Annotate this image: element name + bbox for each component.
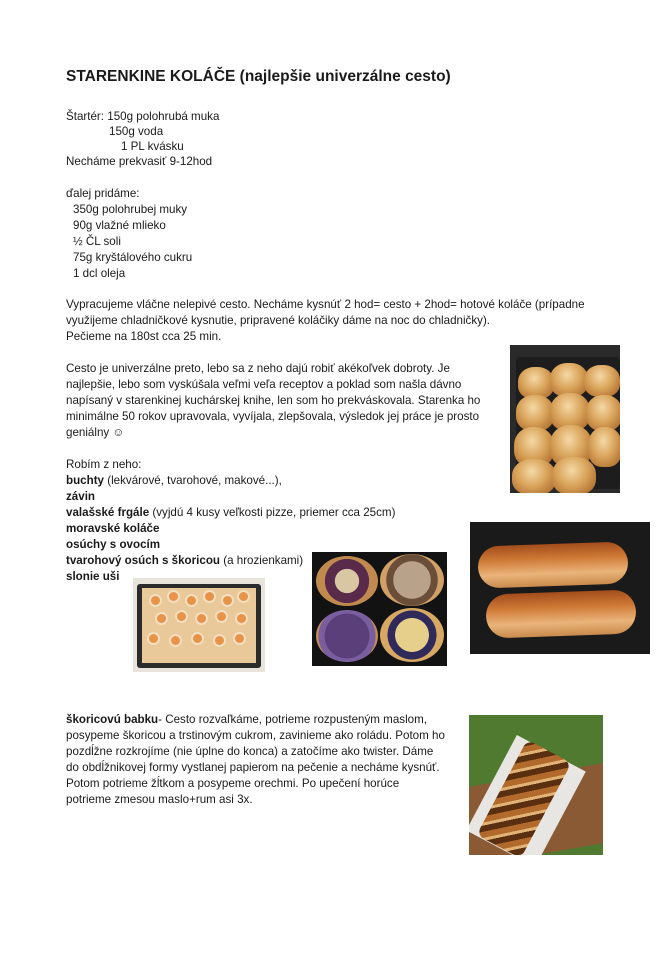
title-subtitle: (najlepšie univerzálne cesto)	[239, 68, 451, 85]
babka-photo	[469, 715, 603, 855]
fruit-topping	[151, 596, 160, 605]
bun	[588, 427, 620, 467]
page-title	[66, 68, 451, 86]
bun	[516, 395, 554, 431]
fruit-topping	[169, 592, 178, 601]
make-item-title: slonie uši	[66, 570, 120, 583]
make-item-note: (lekvárové, tvarohové, makové...),	[104, 474, 282, 487]
fruit-topping	[215, 636, 224, 645]
pie	[316, 556, 378, 606]
make-item-note: (vyjdú 4 kusy veľkosti pizze, priemer cca 25cm)	[149, 506, 396, 519]
babka-title: škoricovú babku	[66, 713, 159, 726]
add-item: 75g kryštálového cukru	[73, 251, 193, 264]
tray-cake-photo	[133, 578, 265, 672]
make-item	[66, 521, 159, 537]
bun	[584, 365, 620, 397]
rolls-photo	[470, 522, 650, 654]
universal-line: minimálne 50 rokov upravovala, vyvíjala, zlepšovala, výsledok jej práce je prosto	[66, 410, 480, 423]
pie	[380, 608, 444, 662]
process-line: využijeme chladničkové kysnutie, pripravené koláčiky dáme na noc do chladničky).	[66, 314, 491, 327]
add-item: 90g vlažné mlieko	[73, 219, 166, 232]
fruit-topping	[237, 614, 246, 623]
pie	[316, 610, 378, 662]
make-item	[66, 553, 303, 569]
process-line: Vypracujeme vláčne nelepivé cesto. Necháme kysnúť 2 hod= cesto + 2hod= hotové koláče (prípadne	[66, 298, 585, 311]
babka-line: pozdĺžne rozkrojíme (nie úplne do konca) a zatočíme ako twister. Dáme	[66, 745, 434, 758]
frgale-photo	[312, 552, 447, 666]
roll	[485, 589, 636, 638]
fruit-topping	[149, 634, 158, 643]
make-item	[66, 473, 282, 489]
starter-item: 150g polohrubá muka	[107, 110, 220, 123]
add-item: 350g polohrubej muky	[73, 203, 188, 216]
pie	[380, 554, 444, 606]
roll	[477, 541, 628, 588]
starter-item: 1 PL kvásku	[121, 140, 184, 153]
babka-line: potrieme zmesou maslo+rum asi 3x.	[66, 793, 253, 806]
babka-text: - Cesto rozvaľkáme, potrieme rozpusteným maslom,	[158, 713, 427, 726]
fruit-topping	[217, 612, 226, 621]
make-label: Robím z neho:	[66, 458, 142, 471]
make-item-title: tvarohový osúch s škoricou	[66, 554, 220, 567]
add-item: ½ ČL soli	[73, 235, 121, 248]
fruit-topping	[223, 596, 232, 605]
fruit-topping	[193, 634, 202, 643]
universal-line: geniálny ☺	[66, 426, 125, 439]
babka-line: Potom potrieme žĺtkom a posypeme orechmi. Po upečení horúce	[66, 777, 400, 790]
universal-line: napísaný v starenkinej kuchárskej knihe, len som ho prekváskovala. Starenka ho	[66, 394, 481, 407]
make-item-title: moravské koláče	[66, 522, 160, 535]
starter-note: Necháme prekvasiť 9-12hod	[66, 155, 213, 168]
make-item-note: (a hrozienkami)	[220, 554, 304, 567]
add-label: ďalej pridáme:	[66, 187, 140, 200]
make-item-title: závin	[66, 490, 95, 503]
fruit-topping	[239, 592, 248, 601]
universal-line: najlepšie, lebo som vyskúšala veľmi veľa receptov a poklad som našla dávno	[66, 378, 462, 391]
buns-photo	[510, 345, 620, 493]
bun	[512, 459, 556, 493]
fruit-topping	[187, 596, 196, 605]
fruit-topping	[177, 612, 186, 621]
make-item	[66, 489, 95, 505]
fruit-topping	[171, 636, 180, 645]
make-item	[66, 537, 160, 553]
bun	[586, 395, 620, 431]
babka-line: posypeme škoricou a trstinovým cukrom, zavinieme ako roládu. Potom ho	[66, 729, 445, 742]
make-item	[66, 505, 395, 521]
fruit-topping	[205, 592, 214, 601]
bun	[550, 363, 588, 397]
babka-line: do obdĺžnikovej formy vystlanej papierom na pečenie a necháme kysnúť.	[66, 761, 440, 774]
fruit-topping	[197, 614, 206, 623]
starter-label: Štartér:	[66, 110, 105, 123]
make-item-title: osúchy s ovocím	[66, 538, 161, 551]
bun	[552, 457, 596, 493]
process-line: Pečieme na 180st cca 25 min.	[66, 330, 222, 343]
make-item-title: buchty	[66, 474, 105, 487]
fruit-topping	[157, 614, 166, 623]
title-main: STARENKINE KOLÁČE	[66, 68, 236, 85]
fruit-topping	[235, 634, 244, 643]
make-item	[66, 569, 119, 585]
starter-item: 150g voda	[109, 125, 164, 138]
babka-line	[66, 712, 427, 728]
add-item: 1 dcl oleja	[73, 267, 126, 280]
universal-line: Cesto je univerzálne preto, lebo sa z neho dajú robiť akékoľvek dobroty. Je	[66, 362, 450, 375]
make-item-title: valašské frgále	[66, 506, 150, 519]
starter-line-1	[66, 109, 219, 125]
